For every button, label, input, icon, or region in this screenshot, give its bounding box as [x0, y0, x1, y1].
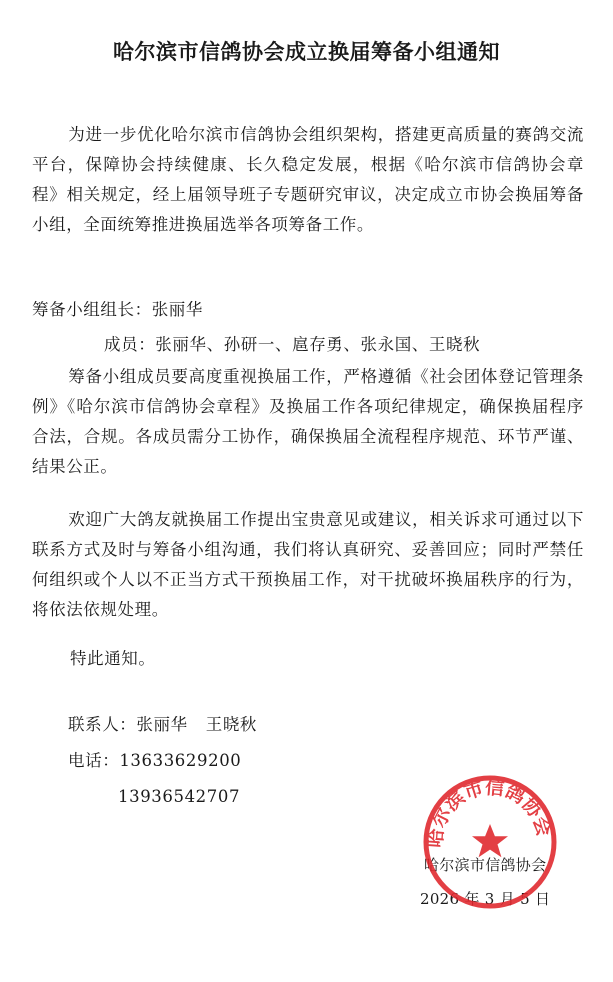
seal-arc-textpath: 哈尔滨市信鸽协会 [424, 776, 556, 849]
contact-line [68, 710, 257, 740]
group-leader-line: 筹备小组组长：张丽华 [32, 300, 203, 319]
signature-org: 哈尔滨市信鸽协会 [424, 856, 547, 874]
signature-date: 2026 年 3 月 5 日 [420, 890, 551, 908]
phone-number-1: 13633629200 [119, 751, 242, 770]
group-members-line: 成员：张丽华、孙研一、扈存勇、张永国、王晓秋 [104, 335, 481, 354]
intro-paragraph: 为进一步优化哈尔滨市信鸽协会组织架构，搭建更高质量的赛鸽交流平台，保障协会持续健康、长久稳定发展，根据《哈尔滨市信鸽协会章程》相关规定，经上届领导班子专题研究审议，决定成立市协会换届筹备小组，全面统筹推进换届选举各项筹备工作。 [32, 125, 584, 234]
seal-star-icon [472, 824, 508, 857]
phone-line-1 [68, 746, 241, 776]
closing-line: 特此通知。 [70, 649, 156, 668]
official-seal-stamp [420, 772, 560, 912]
contact-label: 联系人： [68, 715, 137, 734]
contact-name-1: 张丽华 [136, 715, 188, 734]
requirements-paragraph: 筹备小组成员要高度重视换届工作，严格遵循《社会团体登记管理条例》《哈尔滨市信鸽协会章程》及换届工作各项纪律规定，确保换届程序合法，合规。各成员需分工协作，确保换届全流程程序规范、环节严谨、结果公正。 [32, 367, 584, 476]
phone-number-2: 13936542707 [118, 787, 241, 806]
phone-label: 电话： [68, 751, 120, 770]
contact-name-2: 王晓秋 [205, 715, 258, 734]
document-title: 哈尔滨市信鸽协会成立换届筹备小组通知 [113, 40, 500, 64]
feedback-paragraph: 欢迎广大鸽友就换届工作提出宝贵意见或建议，相关诉求可通过以下联系方式及时与筹备小组沟通，我们将认真研究、妥善回应；同时严禁任何组织或个人以不正当方式干预换届工作，对干扰破坏换届秩序的行为，将依法依规处理。 [32, 510, 584, 619]
